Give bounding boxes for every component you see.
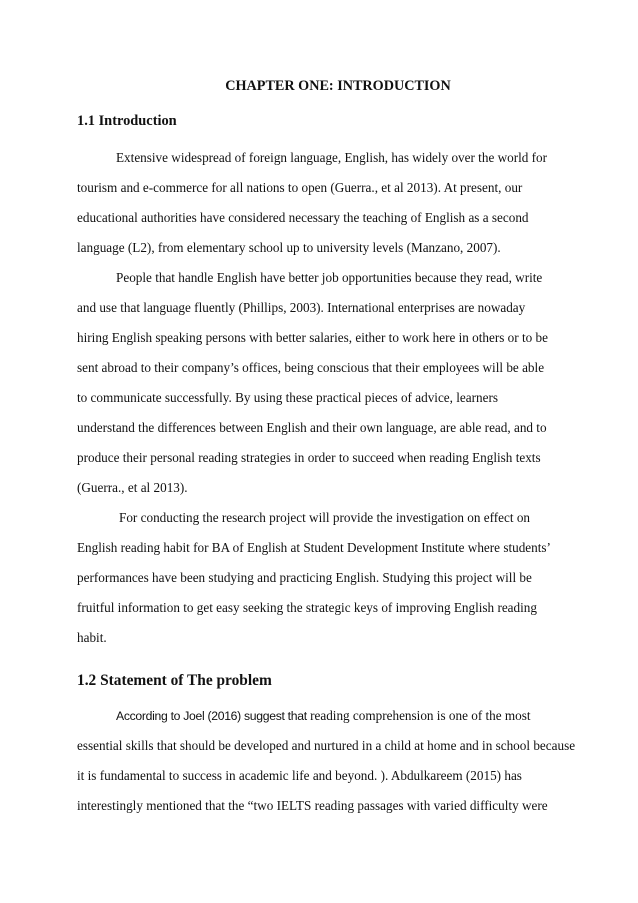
paragraph-line: performances have been studying and practicing English. Studying this project will be	[77, 570, 532, 585]
paragraph-line	[116, 708, 531, 724]
chapter-title: CHAPTER ONE: INTRODUCTION	[225, 78, 451, 94]
paragraph-line: (Guerra., et al 2013).	[77, 480, 188, 495]
paragraph-line: it is fundamental to success in academic life and beyond. ). Abdulkareem (2015) has	[77, 768, 522, 783]
paragraph-line: fruitful information to get easy seeking the strategic keys of improving English reading	[77, 600, 537, 615]
paragraph-line: essential skills that should be developed and nurtured in a child at home and in school because	[77, 738, 576, 753]
paragraph-line: Extensive widespread of foreign language, English, has widely over the world for	[116, 150, 548, 165]
paragraph-line: English reading habit for BA of English at Student Development Institute where students’	[77, 540, 551, 555]
paragraph-line: tourism and e-commerce for all nations to open (Guerra., et al 2013). At present, our	[77, 180, 523, 195]
paragraph-line: understand the differences between English and their own language, are able read, and to	[77, 420, 547, 435]
section-heading-statement-of-problem: 1.2 Statement of The problem	[77, 672, 272, 689]
paragraph-line-rest: reading comprehension is one of the most	[306, 708, 531, 723]
paragraph-line: sent abroad to their company’s offices, being conscious that their employees will be able	[77, 360, 545, 375]
section-heading-introduction: 1.1 Introduction	[77, 113, 177, 129]
paragraph-line: interestingly mentioned that the “two IELTS reading passages with varied difficulty were	[77, 798, 548, 813]
paragraph-line: and use that language fluently (Phillips, 2003). International enterprises are nowaday	[77, 300, 526, 315]
citation-lead: According to Joel (2016) suggest that	[116, 709, 307, 723]
paragraph-line: educational authorities have considered necessary the teaching of English as a second	[77, 210, 529, 225]
paragraph-line: hiring English speaking persons with better salaries, either to work here in others or to be	[77, 330, 548, 345]
paragraph-line: People that handle English have better job opportunities because they read, write	[116, 270, 543, 285]
paragraph-line: habit.	[77, 630, 107, 645]
paragraph-line: language (L2), from elementary school up to university levels (Manzano, 2007).	[77, 240, 501, 255]
paragraph-line: to communicate successfully. By using these practical pieces of advice, learners	[77, 390, 498, 405]
paragraph-line: produce their personal reading strategies in order to succeed when reading English texts	[77, 450, 541, 465]
paragraph-line: For conducting the research project will provide the investigation on effect on	[119, 510, 531, 525]
